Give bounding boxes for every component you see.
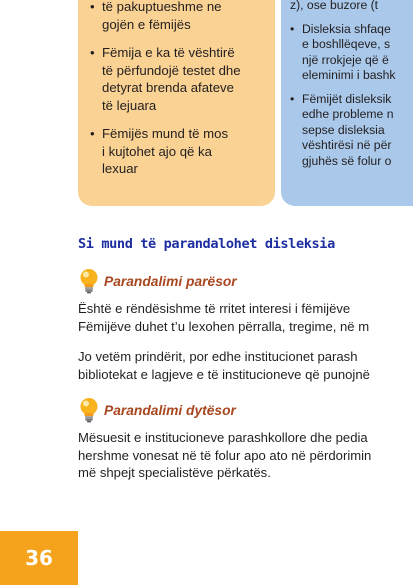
section-title: Si mund të parandalohet disleksia (78, 236, 335, 252)
paragraph-line: hershme vonesat në të folur apo ato në përdorimin (78, 447, 372, 463)
paragraph-line: Jo vetëm prindërit, por edhe institucionet parash (78, 349, 358, 364)
list-item (290, 22, 413, 84)
list-item (290, 92, 413, 170)
list-item-line: Disleksia shfaqe (302, 21, 391, 36)
list-item (90, 125, 270, 178)
paragraph (78, 300, 413, 335)
list-item-line: lexuar (102, 161, 138, 176)
paragraph-line: Është e rëndësishme të rritet interesi i fëmijëve (78, 301, 351, 316)
subhead-label: Parandalimi parësor (104, 273, 237, 289)
list-item-line: Fëmijët disleksik (302, 91, 392, 106)
list-item-line: z), ose buzore (t (290, 0, 379, 12)
list-item-line: një rrokjeje që ë (302, 52, 389, 67)
list-item-line: Fëmijës mund të mos (102, 126, 229, 141)
bullet-icon: • (90, 126, 95, 141)
paragraph (78, 429, 413, 482)
bullet-icon: • (90, 0, 95, 14)
subhead-label: Parandalimi dytësor (104, 402, 236, 418)
subhead-primary (78, 268, 237, 294)
list-item-line: i kujtohet ajo që ka (102, 143, 212, 159)
list-item-line: të përfundojë testet dhe (102, 62, 241, 78)
list-item-line: e boshllëqeve, s (302, 37, 391, 51)
list-item (290, 0, 413, 14)
page-number-box (0, 531, 78, 585)
paragraph (78, 348, 413, 383)
lightbulb-icon (78, 268, 100, 294)
list-item-line: gojën e fëmijës (102, 16, 191, 32)
list-item-line: gjuhës së folur o (302, 153, 392, 168)
list-item (90, 44, 270, 114)
bullet-icon: • (90, 45, 95, 60)
list-item-line: të pakuptueshme ne (102, 0, 222, 14)
left-bullet-list (90, 0, 270, 178)
list-item (90, 0, 270, 33)
paragraph-line: më shpejt specialistëve përkatës. (78, 465, 271, 481)
list-item-line: edhe probleme n (302, 107, 394, 121)
list-item-line: Fëmija e ka të vështirë (102, 45, 235, 60)
bullet-icon: • (290, 21, 295, 36)
list-item-line: eleminimi i bashk (302, 68, 396, 82)
page-number: 36 (25, 546, 53, 570)
list-item-line: sepse disleksia (302, 122, 385, 137)
paragraph-line: bibliotekat e lagjeve e të institucioneve që punojnë (78, 366, 370, 382)
paragraph-line: Mësuesit e institucioneve parashkollore dhe pedia (78, 430, 368, 445)
right-bullet-list (290, 0, 413, 169)
paragraph-line: Fëmijëve duhet t’u lexohen përralla, tregime, në m (78, 318, 370, 334)
list-item-line: vështirësi në për (302, 138, 392, 152)
bullet-icon: • (290, 91, 295, 106)
lightbulb-icon (78, 397, 100, 423)
list-item-line: të lejuara (102, 97, 157, 113)
subhead-secondary (78, 397, 236, 423)
list-item-line: detyrat brenda afateve (102, 80, 234, 95)
